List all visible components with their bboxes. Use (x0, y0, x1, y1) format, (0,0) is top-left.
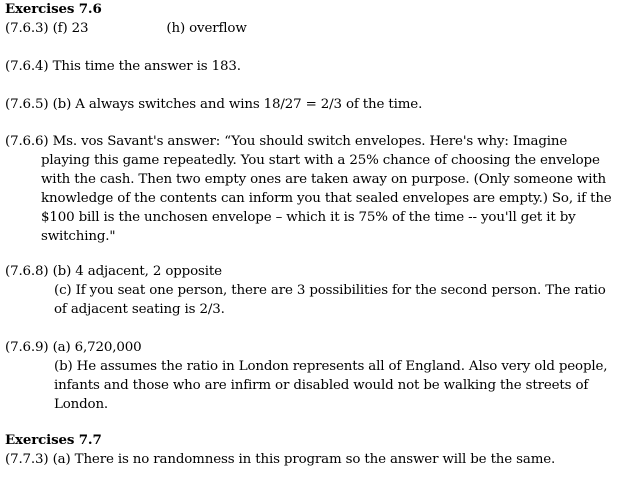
exercise-7-6-5: (7.6.5) (b) A always switches and wins 18/27 = 2/3 of the time. (5, 97, 423, 112)
section-heading-7-6: Exercises 7.6 (5, 1, 102, 17)
exercise-7-6-6-line: switching." (41, 229, 116, 244)
exercise-7-6-6-line: (7.6.6) Ms. vos Savant's answer: “You should switch envelopes. Here's why: Imagine (5, 134, 568, 149)
exercise-7-7-3: (7.7.3) (a) There is no randomness in this program so the answer will be the same. (5, 452, 556, 467)
exercise-7-6-3-part-f: (7.6.3) (f) 23 (5, 21, 89, 36)
exercise-7-6-8 (5, 262, 625, 319)
exercise-7-6-6-line: knowledge of the contents can inform you that sealed envelopes are empty.) So, if the (41, 191, 612, 206)
exercise-7-6-8-line: (7.6.8) (b) 4 adjacent, 2 opposite (5, 264, 222, 279)
exercise-7-6-9-line: (7.6.9) (a) 6,720,000 (5, 340, 142, 355)
exercise-7-6-4: (7.6.4) This time the answer is 183. (5, 59, 241, 74)
exercise-7-6-9 (5, 338, 625, 414)
exercise-7-6-9-line: London. (54, 397, 109, 412)
exercise-7-6-8-line: of adjacent seating is 2/3. (54, 302, 225, 317)
exercise-7-6-3 (5, 19, 247, 38)
exercise-7-6-6-line: with the cash. Then two empty ones are taken away on purpose. (Only someone with (41, 172, 607, 187)
exercise-7-6-6-line: playing this game repeatedly. You start with a 25% chance of choosing the envelope (41, 153, 600, 168)
section-heading-7-7: Exercises 7.7 (5, 432, 102, 448)
exercise-7-6-9-line: (b) He assumes the ratio in London represents all of England. Also very old people, (54, 359, 608, 374)
exercise-7-6-6 (5, 132, 625, 246)
exercise-7-6-6-line: $100 bill is the unchosen envelope – which it is 75% of the time -- you'll get it by (41, 210, 576, 225)
exercise-7-6-3-part-h: (h) overflow (166, 21, 247, 36)
exercise-7-6-9-line: infants and those who are infirm or disabled would not be walking the streets of (54, 378, 589, 393)
exercise-7-6-8-line: (c) If you seat one person, there are 3 possibilities for the second person. The ratio (54, 283, 606, 298)
